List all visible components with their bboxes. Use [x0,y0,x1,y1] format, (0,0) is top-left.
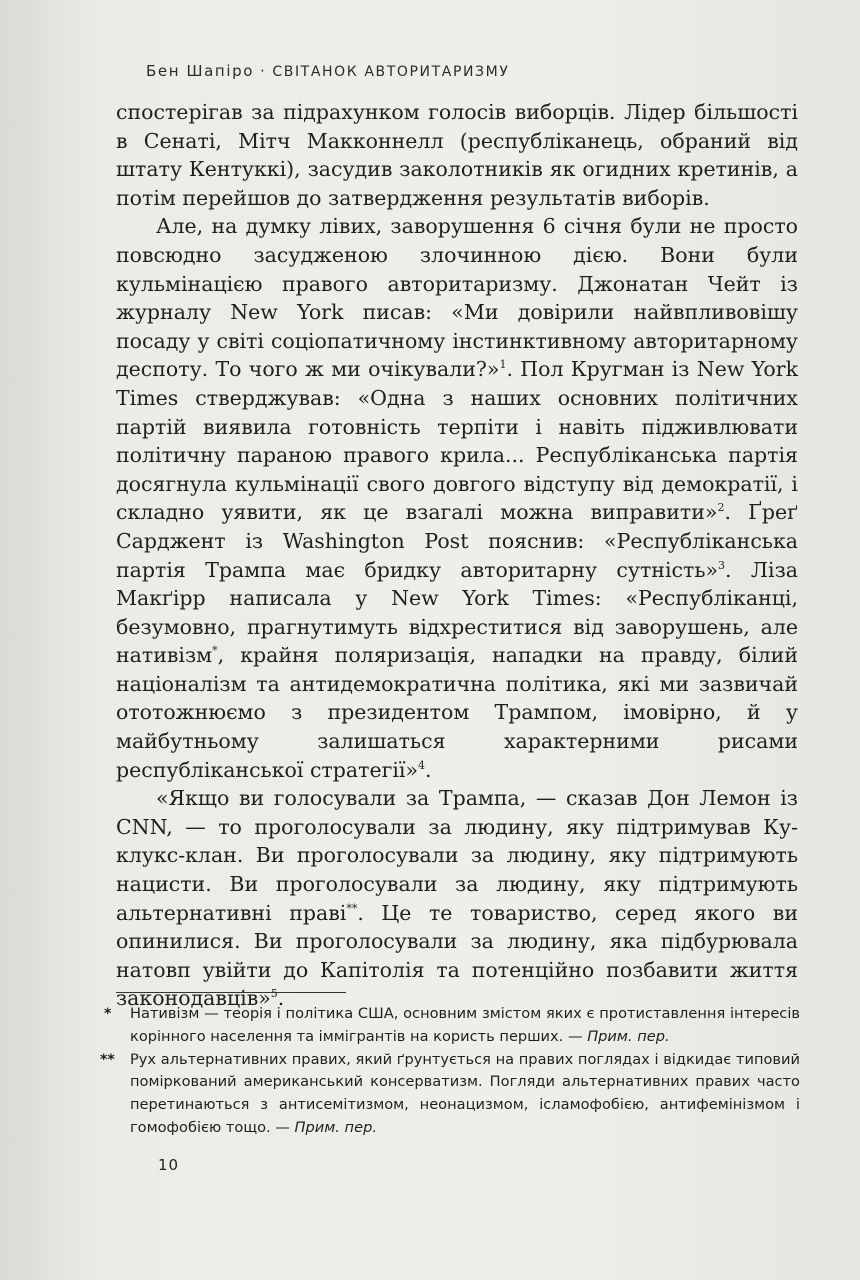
paragraph-2-part-c: . Ґреґ Сарджент із Washington Post пояснив: «Республіканська партія Трампа має бридку авторитарну сутність» [116,500,798,582]
paragraph-3-part-c: . [277,986,285,1011]
page-number: 10 [158,1156,180,1174]
endnote-ref-1: 1 [499,358,507,372]
endnote-ref-5: 5 [270,987,278,1001]
footnote-item [104,1003,800,1049]
running-head [146,62,509,80]
footnote-translator-note: Прим. пер. [587,1027,670,1045]
main-text [116,98,798,1013]
paragraph-3 [116,784,798,1013]
paragraph-2-part-a: Але, на думку лівих, заворушення 6 січня були не просто повсюдно засудженою злочинною дією. Вони були кульмінацією правого авторитаризму. Джонатан Чейт із журналу New York писав: «Ми довірили найвпливовішу посаду у світі соціопатичному інстинктивному авторитарному деспоту. То чого ж ми очікували?» [116,214,798,382]
paragraph-3-part-b: . Це те товариство, серед якого ви опинилися. Ви проголосували за людину, яка підбурювала натовп увійти до Капітолія та потенційно позбавити життя законодавців» [116,900,798,1011]
footnote-translator-note: Прим. пер. [294,1118,377,1136]
paragraph-2-part-e: , крайня поляризація, нападки на правду, білий націоналізм та антидемократична політика, які ми зазвичай ототожнюємо з президентом Трампом, імовірно, й у майбутньому залишаться характерними рисами республіканської стратегії» [116,643,798,782]
paragraph-2-part-f: . [425,757,432,782]
footnote-ref-double-star: ** [346,901,358,915]
header-separator: · [260,62,267,80]
header-book-title: СВІТАНОК АВТОРИТАРИЗМУ [272,64,510,80]
endnote-ref-2: 2 [717,501,725,515]
footnote-divider [116,992,346,993]
paragraph-3-part-a: «Якщо ви голосували за Трампа, — сказав Дон Лемон із CNN, — то проголосували за людину, яку підтримував Ку-клукс-клан. Ви проголосували за людину, яку підтримують нацисти. Ви проголосували за людину, яку підтримують альтернативні праві [116,786,798,925]
footnote-ref-star: * [212,644,218,658]
paragraph-2-part-d: . Ліза Макґірр написала у New York Times: «Республіканці, безумовно, прагнутимуть відхреститися від заворушень, але нативізм [116,557,798,668]
paragraph-2 [116,212,798,784]
footnote-mark: * [104,1006,112,1022]
footnote-mark: ** [100,1051,115,1068]
endnote-ref-3: 3 [718,558,726,572]
paragraph-2-part-b: . Пол Кругман із New York Times стверджував: «Одна з наших основних політичних партій виявила готовність терпіти і навіть підживлювати політичну параною правого крила... Республіканська партія досягнула кульмінації свого довгого відступу від демократії, і складно уявити, як це взагалі можна виправити» [116,357,798,525]
footnote-text: Нативізм — теорія і політика США, основним змістом яких є протиставлення інтересів корінного населення та іммігрантів на користь перших. — [130,1005,800,1045]
footnote-text: Рух альтернативних правих, який ґрунтується на правих поглядах і відкидає типовий поміркований американський консерватизм. Погляди альтернативних правих часто перетинаються з антисемітизмом, неонацизмом, ісламофобією, антифемінізмом і гомофобією тощо. — [130,1050,800,1136]
endnote-ref-4: 4 [418,758,425,772]
footnote-item [100,1049,800,1140]
header-author: Бен Шапіро [146,62,254,80]
paragraph-1: спостерігав за підрахунком голосів виборців. Лідер більшості в Сенаті, Мітч Макконнелл (республіканець, обраний від штату Кентуккі), засудив заколотників як огидних кретинів, а потім перейшов до затвердження результатів виборів. [116,100,798,210]
footnotes [100,1003,800,1140]
